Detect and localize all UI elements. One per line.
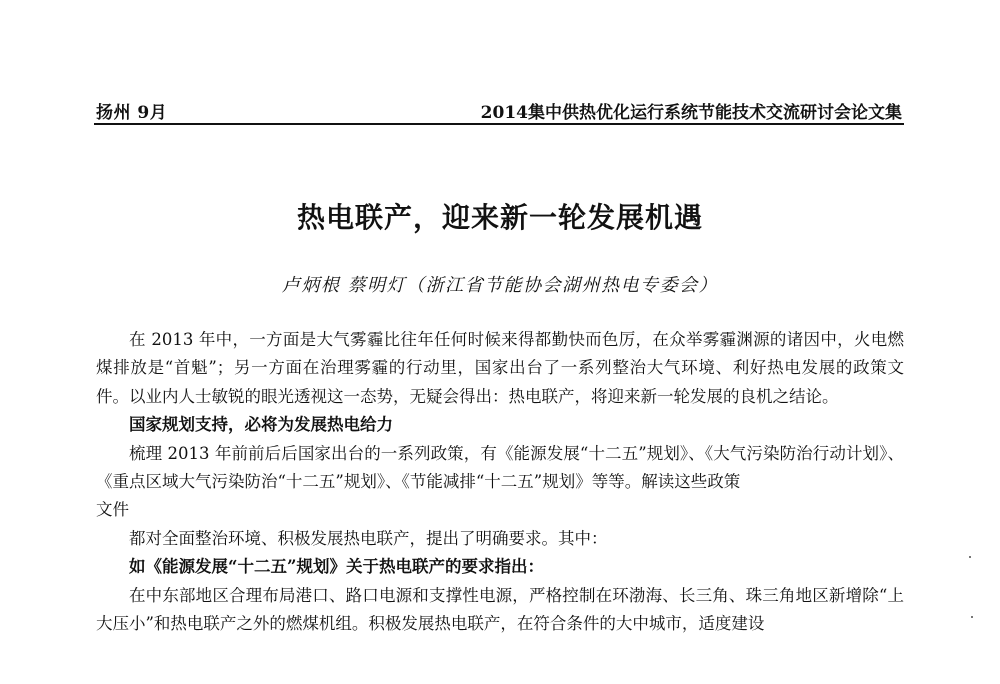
- subheading-energy-plan: 如《能源发展“十二五”规划》关于热电联产的要求指出：: [129, 557, 544, 577]
- paragraph-policy-list-tail: 文件: [96, 500, 129, 520]
- header-location-date: 扬州 9月: [96, 103, 168, 123]
- header-rule: [94, 123, 904, 125]
- paragraph-policy-list: 梳理 2013 年前前后后国家出台的一系列政策，有《能源发展“十二五”规划》、《大气污染防治行动计划》、《重点区域大气污染防治“十二五”规划》、《节能减排“十二五”规划》等等。解读这些政策: [96, 443, 904, 492]
- header-proceedings-title: 2014集中供热优化运行系统节能技术交流研讨会论文集: [480, 103, 902, 123]
- paragraph-requirements: 都对全面整治环境、积极发展热电联产，提出了明确要求。其中：: [129, 528, 608, 548]
- article-title: 热电联产，迎来新一轮发展机遇: [296, 201, 703, 234]
- scan-speck: [971, 616, 973, 618]
- section-heading-policy: 国家规划支持，必将为发展热电给力: [129, 415, 393, 435]
- paragraph-energy-plan: 在中东部地区合理布局港口、路口电源和支撑性电源，严格控制在环渤海、长三角、珠三角地区新增除“上大压小”和热电联产之外的燃煤机组。积极发展热电联产，在符合条件的大中城市，适度建设: [96, 585, 904, 634]
- scan-speck: [969, 556, 971, 558]
- article-authors: 卢炳根 蔡明灯（浙江省节能协会湖州热电专委会）: [281, 275, 719, 296]
- paragraph-intro: 在 2013 年中，一方面是大气雾霾比往年任何时候来得都勤快而色厉，在众举雾霾渊源的诸因中，火电燃煤排放是“首魁”；另一方面在治理雾霾的行动里，国家出台了一系列整治大气环境、利好热电发展的政策文件。以业内人士敏锐的眼光透视这一态势，无疑会得出：热电联产，将迎来新一轮发展的良机之结论。: [96, 330, 904, 406]
- article-body: [96, 326, 904, 638]
